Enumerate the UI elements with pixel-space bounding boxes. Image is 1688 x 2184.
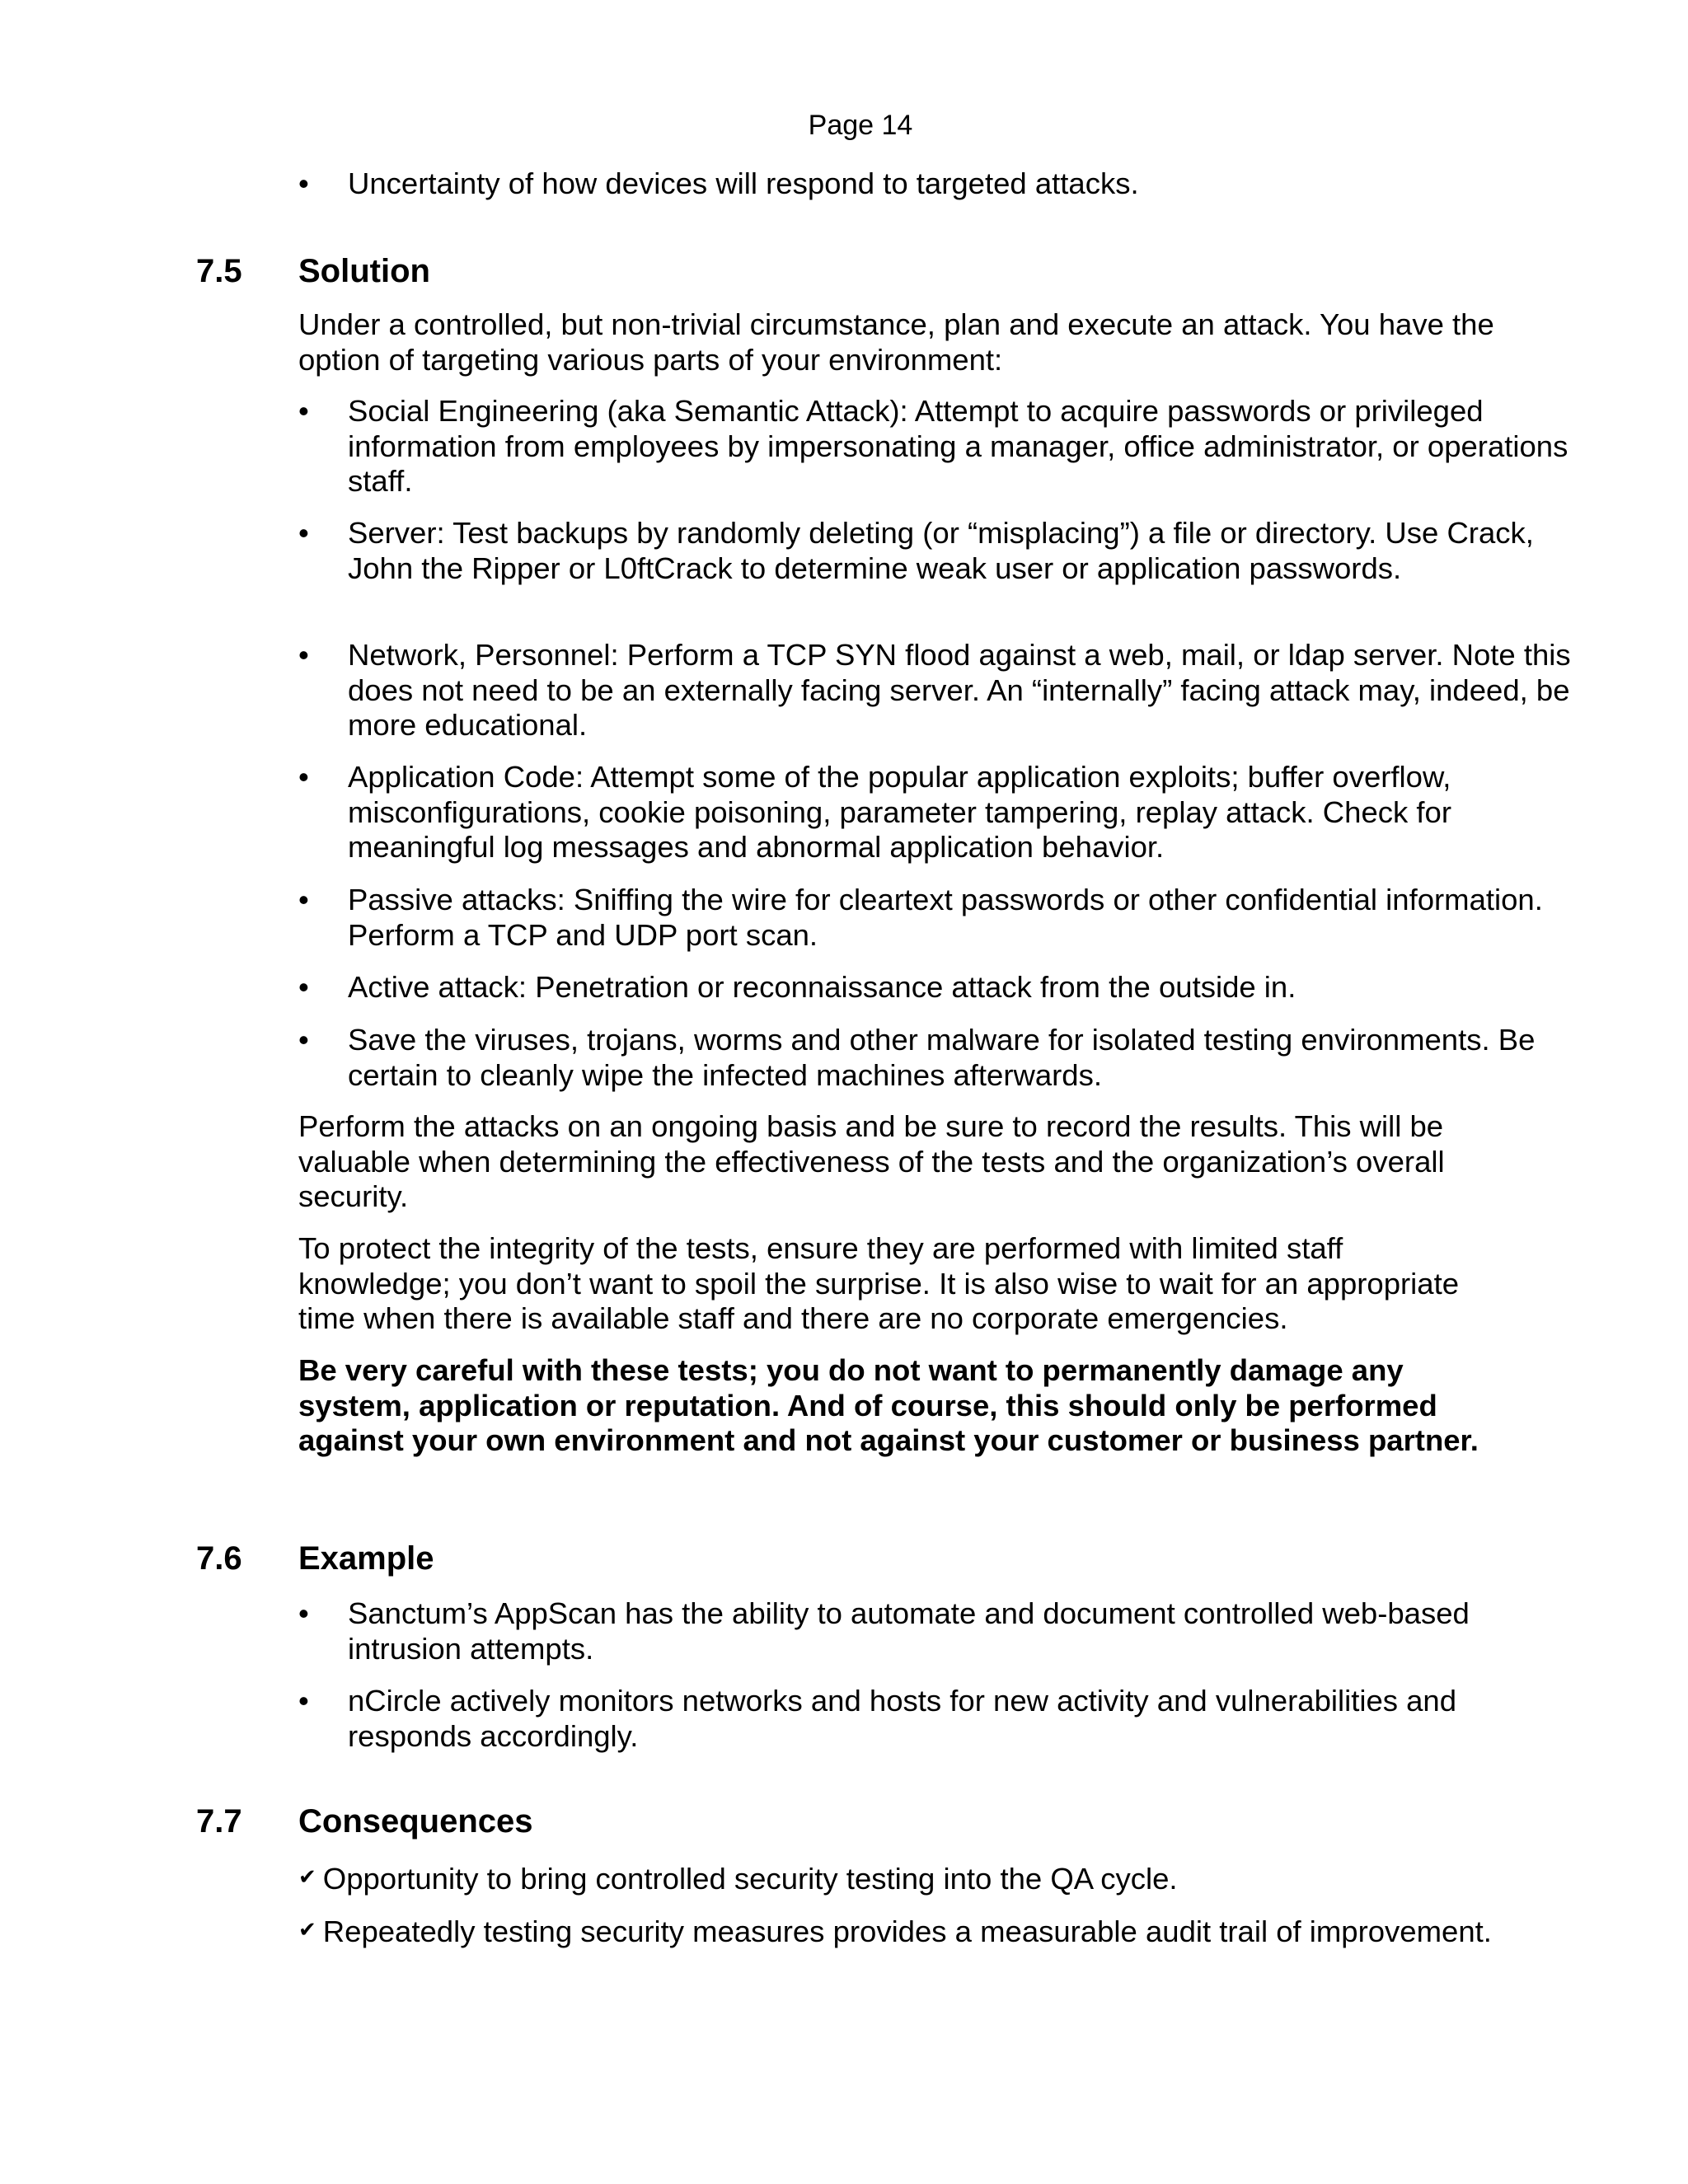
section-number: 7.7: [196, 1803, 242, 1840]
page-number: Page 14: [808, 110, 913, 141]
bullet-icon: •: [298, 1684, 309, 1718]
solution-paragraph: Perform the attacks on an ongoing basis and be sure to record the results. This will be valuable when determining the effectiveness of the tests and the organization’s overall security.: [298, 1109, 1445, 1213]
solution-paragraph: To protect the integrity of the tests, ensure they are performed with limited staff knowledge; you don’t want to spoil the surprise. It is also wise to wait for an appropriate time when there is available staff and there are no corporate emergencies.: [298, 1231, 1460, 1335]
section-heading-solution: [196, 251, 430, 292]
bullet-icon: •: [298, 394, 309, 428]
solution-intro: Under a controlled, but non-trivial circumstance, plan and execute an attack. You have the option of targeting various parts of your environment:: [298, 307, 1494, 377]
section-title: Consequences: [298, 1803, 533, 1840]
bullet-icon: •: [298, 760, 309, 794]
check-icon: ✔: [298, 1864, 316, 1889]
bullet-icon: •: [298, 1023, 309, 1057]
section-title: Example: [298, 1540, 434, 1577]
consequence-item: ✔ Repeatedly testing security measures provides a measurable audit trail of improvement.: [298, 1912, 1502, 1950]
section-number: 7.6: [196, 1540, 242, 1577]
bullet-icon: •: [298, 166, 309, 200]
section-title: Solution: [298, 253, 430, 289]
bullet-icon: •: [298, 638, 309, 672]
bullet-icon: •: [298, 516, 309, 550]
section-number: 7.5: [196, 253, 242, 289]
check-icon: ✔: [298, 1917, 316, 1942]
bullet-icon: •: [298, 970, 309, 1004]
consequence-item: ✔ Opportunity to bring controlled security testing into the QA cycle.: [298, 1859, 1502, 1897]
section-heading-example: [196, 1538, 434, 1579]
section-heading-consequences: [196, 1801, 533, 1842]
bullet-icon: •: [298, 883, 309, 916]
solution-warning: Be very careful with these tests; you do not want to permanently damage any system, application or reputation. And of course, this should only be performed against your own environment and not against your customer or business partner.: [298, 1353, 1479, 1457]
bullet-icon: •: [298, 1596, 309, 1630]
